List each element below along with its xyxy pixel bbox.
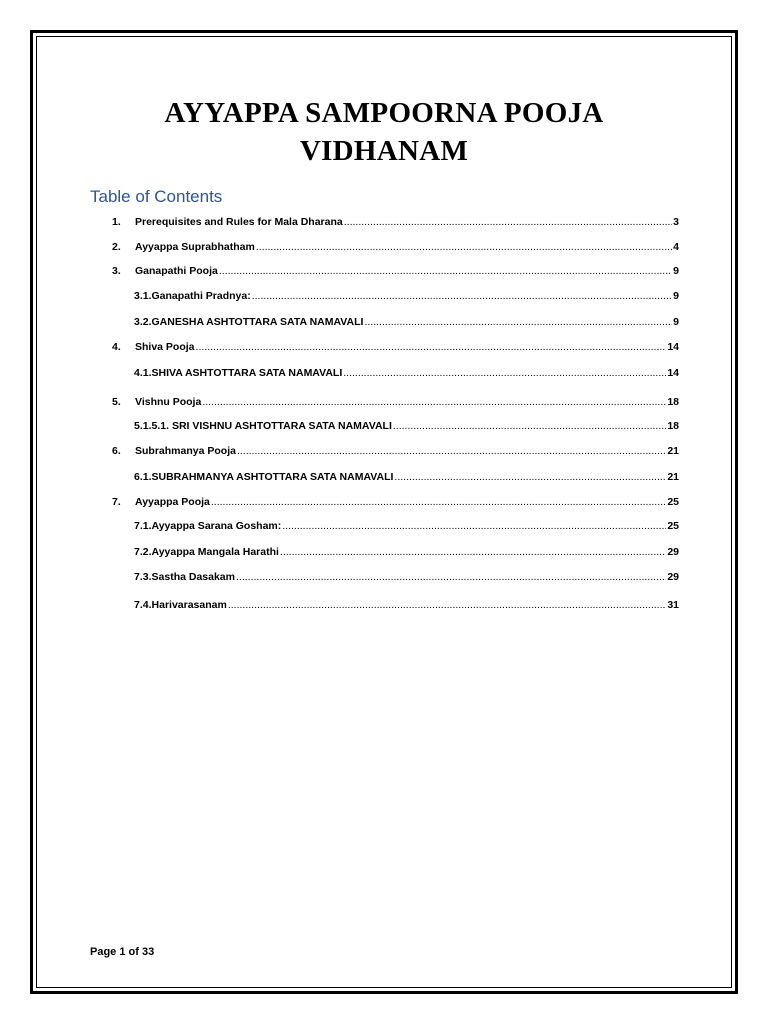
toc-entry-number: 3.: [112, 265, 121, 277]
toc-entry-page: 31: [667, 599, 679, 611]
document-title-line-1: AYYAPPA SAMPOORNA POOJA: [164, 97, 604, 129]
toc-entry-7-1[interactable]: [134, 519, 679, 533]
toc-entry-number: 4.: [112, 341, 121, 353]
toc-entry-number: 7.3.: [134, 571, 152, 583]
toc-entry-number: 6.: [112, 445, 121, 457]
toc-entry-number: 4.1.: [134, 367, 152, 379]
toc-leader-dots: [393, 419, 666, 433]
toc-leader-dots: [394, 470, 666, 484]
toc-leader-dots: [343, 366, 666, 380]
toc-entry-label: Sastha Dasakam: [151, 571, 235, 583]
toc-entry-7-4[interactable]: [134, 598, 679, 612]
toc-entry-7-2[interactable]: [134, 545, 679, 559]
toc-entry-label: Shiva Pooja: [135, 341, 195, 353]
toc-entry-label: 5.1. SRI VISHNU ASHTOTTARA SATA NAMAVALI: [151, 420, 392, 432]
toc-entry-number: 3.2.: [134, 316, 152, 328]
toc-entry-label: Vishnu Pooja: [135, 396, 202, 408]
toc-entry-page: 25: [667, 496, 679, 508]
toc-leader-dots: [280, 545, 666, 559]
toc-leader-dots: [219, 264, 672, 278]
toc-entry-label: Ayyappa Mangala Harathi: [151, 546, 279, 558]
toc-entry-number: 7.1.: [134, 520, 152, 532]
page-number-footer: Page 1 of 33: [90, 946, 155, 958]
toc-entry-page: 14: [667, 367, 679, 379]
toc-entry-4-1[interactable]: [134, 366, 679, 380]
toc-entry-page: 21: [667, 445, 679, 457]
toc-entry-number: 5.: [112, 396, 121, 408]
toc-entry-number: 2.: [112, 241, 121, 253]
toc-entry-number: 7.: [112, 496, 121, 508]
toc-entry-1[interactable]: [112, 215, 679, 229]
toc-entry-page: 29: [667, 571, 679, 583]
toc-entry-page: 21: [667, 471, 679, 483]
toc-entry-label: GANESHA ASHTOTTARA SATA NAMAVALI: [151, 316, 364, 328]
toc-entry-label: Ayyappa Pooja: [135, 496, 210, 508]
toc-leader-dots: [252, 289, 672, 303]
toc-entry-page: 9: [673, 290, 679, 302]
toc-entry-4[interactable]: [112, 340, 679, 354]
toc-leader-dots: [364, 315, 672, 329]
toc-entry-label: Ayyappa Suprabhatham: [135, 241, 255, 253]
toc-leader-dots: [236, 570, 666, 584]
toc-entry-page: 4: [673, 241, 679, 253]
toc-entry-page: 9: [673, 265, 679, 277]
document-title-line-2: VIDHANAM: [299, 135, 469, 167]
toc-leader-dots: [228, 598, 666, 612]
toc-entry-5[interactable]: [112, 395, 679, 409]
toc-entry-6-1[interactable]: [134, 470, 679, 484]
toc-entry-number: 3.1.: [134, 290, 152, 302]
toc-entry-page: 18: [667, 420, 679, 432]
toc-entry-label: Ganapathi Pooja: [135, 265, 218, 277]
toc-entry-label: Subrahmanya Pooja: [135, 445, 236, 457]
toc-entry-3-2[interactable]: [134, 315, 679, 329]
toc-entry-page: 3: [673, 216, 679, 228]
toc-entry-7-3[interactable]: [134, 570, 679, 584]
toc-entry-page: 9: [673, 316, 679, 328]
toc-entry-6[interactable]: [112, 444, 679, 458]
toc-entry-page: 14: [667, 341, 679, 353]
toc-entry-label: SHIVA ASHTOTTARA SATA NAMAVALI: [151, 367, 343, 379]
toc-entry-label: SUBRAHMANYA ASHTOTTARA SATA NAMAVALI: [151, 471, 394, 483]
toc-leader-dots: [256, 240, 672, 254]
toc-entry-label: Harivarasanam: [151, 599, 227, 611]
toc-entry-2[interactable]: [112, 240, 679, 254]
toc-leader-dots: [196, 340, 667, 354]
toc-entry-label: Prerequisites and Rules for Mala Dharana: [135, 216, 343, 228]
toc-entry-page: 29: [667, 546, 679, 558]
toc-entry-number: 7.4.: [134, 599, 152, 611]
toc-heading: Table of Contents: [90, 187, 223, 206]
toc-leader-dots: [211, 495, 666, 509]
toc-leader-dots: [344, 215, 672, 229]
toc-leader-dots: [282, 519, 666, 533]
toc-entry-7[interactable]: [112, 495, 679, 509]
toc-leader-dots: [237, 444, 666, 458]
toc-entry-number: 7.2.: [134, 546, 152, 558]
toc-entry-label: Ayyappa Sarana Gosham:: [151, 520, 282, 532]
toc-leader-dots: [202, 395, 666, 409]
toc-entry-number: 1.: [112, 216, 121, 228]
toc-entry-page: 18: [667, 396, 679, 408]
toc-entry-number: 5.1.: [134, 420, 152, 432]
toc-entry-number: 6.1.: [134, 471, 152, 483]
toc-entry-3[interactable]: [112, 264, 679, 278]
toc-entry-page: 25: [667, 520, 679, 532]
toc-entry-5-1[interactable]: [134, 419, 679, 433]
toc-entry-3-1[interactable]: [134, 289, 679, 303]
toc-entry-label: Ganapathi Pradnya:: [151, 290, 251, 302]
